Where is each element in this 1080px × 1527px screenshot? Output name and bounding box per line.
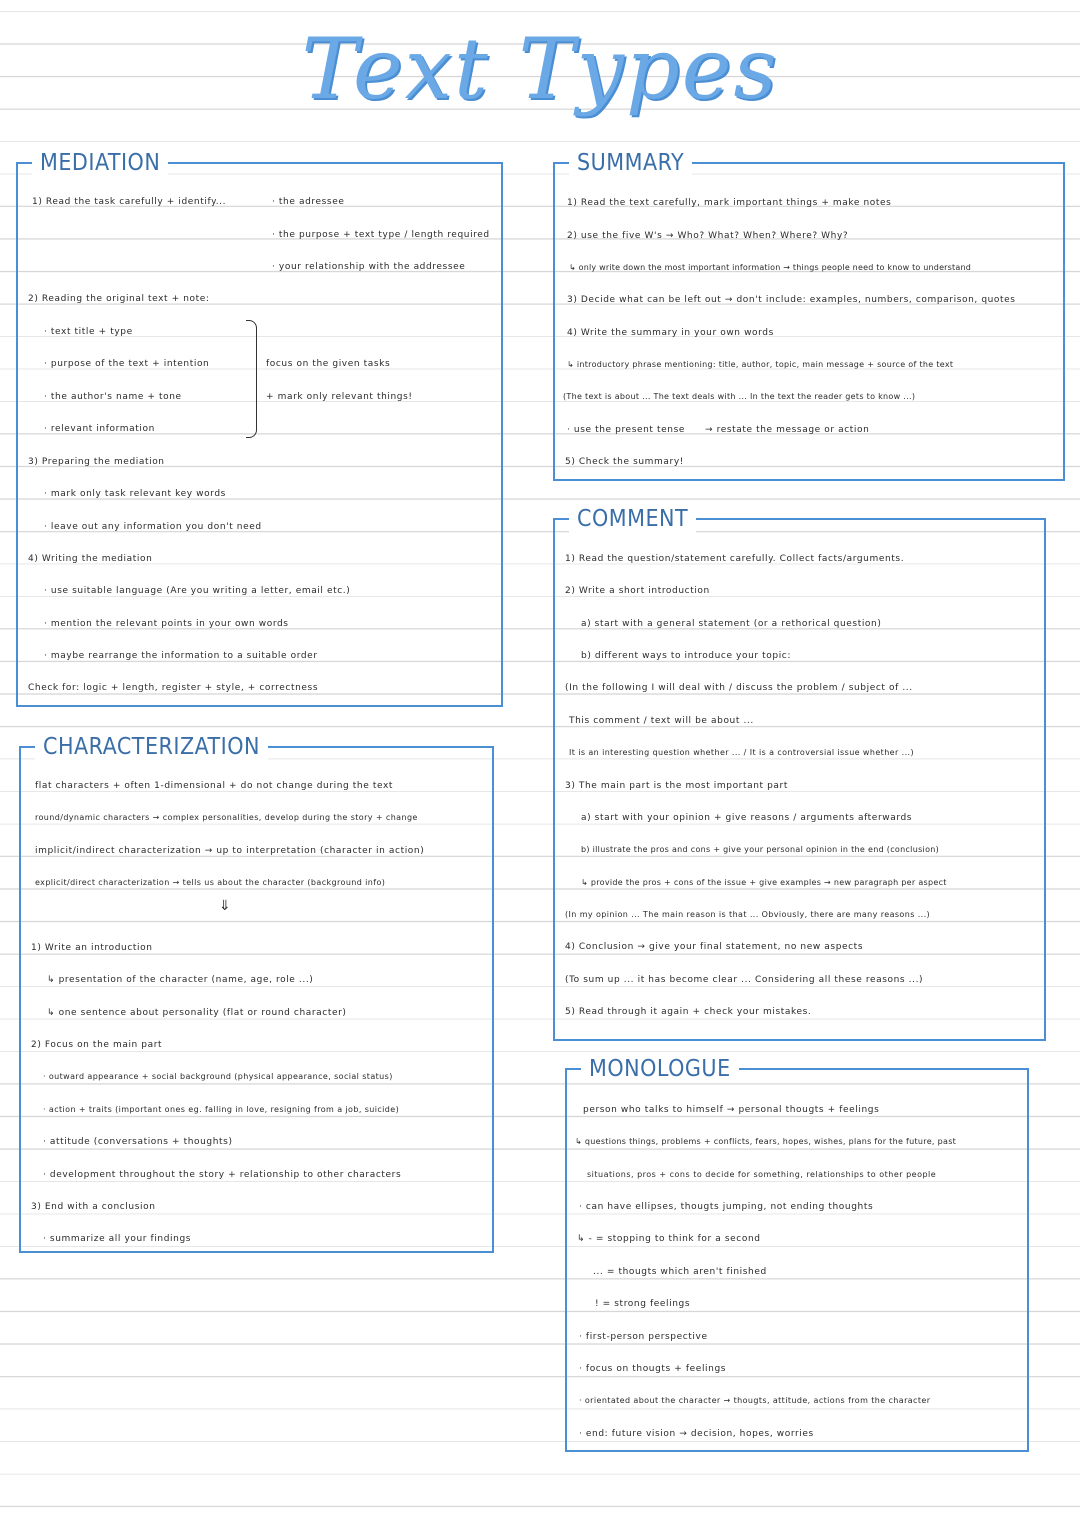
mediation-line: Check for: logic + length, register + style, + correctness xyxy=(28,683,319,693)
comment-line: 5) Read through it again + check your mistakes. xyxy=(565,1007,812,1017)
summary-line: → restate the message or action xyxy=(705,425,870,435)
mediation-line: · leave out any information you don't need xyxy=(44,522,262,532)
mediation-line: · the purpose + text type / length required xyxy=(272,230,490,240)
characterization-line: ↳ presentation of the character (name, age, role ...) xyxy=(47,975,314,985)
summary-box xyxy=(553,150,1065,481)
comment-line: 3) The main part is the most important part xyxy=(565,781,788,791)
mediation-line: 2) Reading the original text + note: xyxy=(28,294,210,304)
mediation-box xyxy=(16,150,503,707)
summary-line: 1) Read the text carefully, mark important things + make notes xyxy=(567,198,892,208)
monologue-line: person who talks to himself → personal thougts + feelings xyxy=(583,1105,880,1115)
comment-line: 2) Write a short introduction xyxy=(565,586,710,596)
comment-line: 4) Conclusion → give your final statement, no new aspects xyxy=(565,942,864,952)
arrow-down-icon: ⇓ xyxy=(219,898,231,914)
characterization-box xyxy=(19,734,494,1253)
characterization-line: 1) Write an introduction xyxy=(31,943,153,953)
summary-line: · use the present tense xyxy=(567,425,686,435)
mediation-line: · your relationship with the addressee xyxy=(272,262,466,272)
mediation-line: 3) Preparing the mediation xyxy=(28,457,165,467)
characterization-heading: CHARACTERIZATION xyxy=(35,733,268,761)
monologue-heading: MONOLOGUE xyxy=(581,1055,739,1083)
characterization-line: · action + traits (important ones eg. falling in love, resigning from a job, suicide) xyxy=(43,1105,400,1114)
summary-line: 3) Decide what can be left out → don't include: examples, numbers, comparison, quotes xyxy=(567,295,1016,305)
monologue-line: situations, pros + cons to decide for something, relationships to other people xyxy=(587,1170,937,1179)
characterization-line: 2) Focus on the main part xyxy=(31,1040,163,1050)
monologue-line: ↳ questions things, problems + conflicts, fears, hopes, wishes, plans for the future, past xyxy=(575,1137,957,1146)
summary-line: (The text is about ... The text deals with ... In the text the reader gets to know ...) xyxy=(563,392,916,401)
characterization-line: round/dynamic characters → complex personalities, develop during the story + change xyxy=(35,813,418,822)
characterization-line: · development throughout the story + relationship to other characters xyxy=(43,1170,402,1180)
comment-line: 1) Read the question/statement carefully. Collect facts/arguments. xyxy=(565,554,905,564)
comment-line: (To sum up ... it has become clear ... Considering all these reasons ...) xyxy=(565,975,924,985)
monologue-line: ... = thougts which aren't finished xyxy=(593,1267,767,1277)
mediation-line: · the author's name + tone xyxy=(44,392,182,402)
mediation-line: focus on the given tasks xyxy=(266,359,391,369)
comment-box xyxy=(553,506,1046,1041)
mediation-line: · purpose of the text + intention xyxy=(44,359,210,369)
summary-line: 5) Check the summary! xyxy=(565,457,684,467)
characterization-line: · summarize all your findings xyxy=(43,1234,192,1244)
mediation-line: · mention the relevant points in your own words xyxy=(44,619,289,629)
mediation-line: · maybe rearrange the information to a suitable order xyxy=(44,651,318,661)
comment-line: ↳ provide the pros + cons of the issue + give examples → new paragraph per aspect xyxy=(581,878,947,887)
characterization-line: ↳ one sentence about personality (flat or round character) xyxy=(47,1008,347,1018)
monologue-line: · end: future vision → decision, hopes, worries xyxy=(579,1429,814,1439)
comment-line: It is an interesting question whether ... / It is a controversial issue whether ...) xyxy=(569,748,914,757)
monologue-line: · orientated about the character → thougts, attitude, actions from the character xyxy=(579,1396,931,1405)
comment-line: b) illustrate the pros and cons + give your personal opinion in the end (conclusion) xyxy=(581,845,940,854)
monologue-line: · first-person perspective xyxy=(579,1332,708,1342)
mediation-line: · use suitable language (Are you writing a letter, email etc.) xyxy=(44,586,351,596)
comment-line: (In the following I will deal with / discuss the problem / subject of ... xyxy=(565,683,913,693)
monologue-line: ! = strong feelings xyxy=(595,1299,691,1309)
mediation-line: + mark only relevant things! xyxy=(266,392,413,402)
comment-line: This comment / text will be about ... xyxy=(569,716,754,726)
mediation-line: 1) Read the task carefully + identify... xyxy=(32,197,227,207)
page-title: Text Types xyxy=(301,20,779,118)
comment-line: a) start with a general statement (or a rethorical question) xyxy=(581,619,882,629)
characterization-line: · attitude (conversations + thoughts) xyxy=(43,1137,233,1147)
characterization-line: 3) End with a conclusion xyxy=(31,1202,156,1212)
mediation-line: · mark only task relevant key words xyxy=(44,489,226,499)
mediation-heading: MEDIATION xyxy=(32,149,168,177)
comment-line: b) different ways to introduce your topic: xyxy=(581,651,791,661)
characterization-line: flat characters + often 1-dimensional + do not change during the text xyxy=(35,781,393,791)
summary-heading: SUMMARY xyxy=(569,149,692,177)
monologue-box xyxy=(565,1056,1029,1452)
monologue-line: · can have ellipses, thougts jumping, not ending thoughts xyxy=(579,1202,874,1212)
summary-line: ↳ only write down the most important information → things people need to know to understand xyxy=(569,263,972,272)
mediation-line: · the adressee xyxy=(272,197,345,207)
characterization-line: · outward appearance + social background (physical appearance, social status) xyxy=(43,1072,393,1081)
brace-icon xyxy=(246,320,257,438)
summary-line: ↳ introductory phrase mentioning: title, author, topic, main message + source of the text xyxy=(567,360,954,369)
mediation-line: 4) Writing the mediation xyxy=(28,554,153,564)
characterization-line: implicit/indirect characterization → up to interpretation (character in action) xyxy=(35,846,425,856)
summary-line: 2) use the five W's → Who? What? When? Where? Why? xyxy=(567,231,849,241)
mediation-line: · text title + type xyxy=(44,327,133,337)
summary-line: 4) Write the summary in your own words xyxy=(567,328,774,338)
mediation-line: · relevant information xyxy=(44,424,155,434)
comment-line: a) start with your opinion + give reasons / arguments afterwards xyxy=(581,813,913,823)
comment-line: (In my opinion ... The main reason is that ... Obviously, there are many reasons ...) xyxy=(565,910,931,919)
monologue-line: ↳ - = stopping to think for a second xyxy=(577,1234,761,1244)
comment-heading: COMMENT xyxy=(569,505,696,533)
characterization-line: explicit/direct characterization → tells us about the character (background info) xyxy=(35,878,386,887)
monologue-line: · focus on thougts + feelings xyxy=(579,1364,727,1374)
